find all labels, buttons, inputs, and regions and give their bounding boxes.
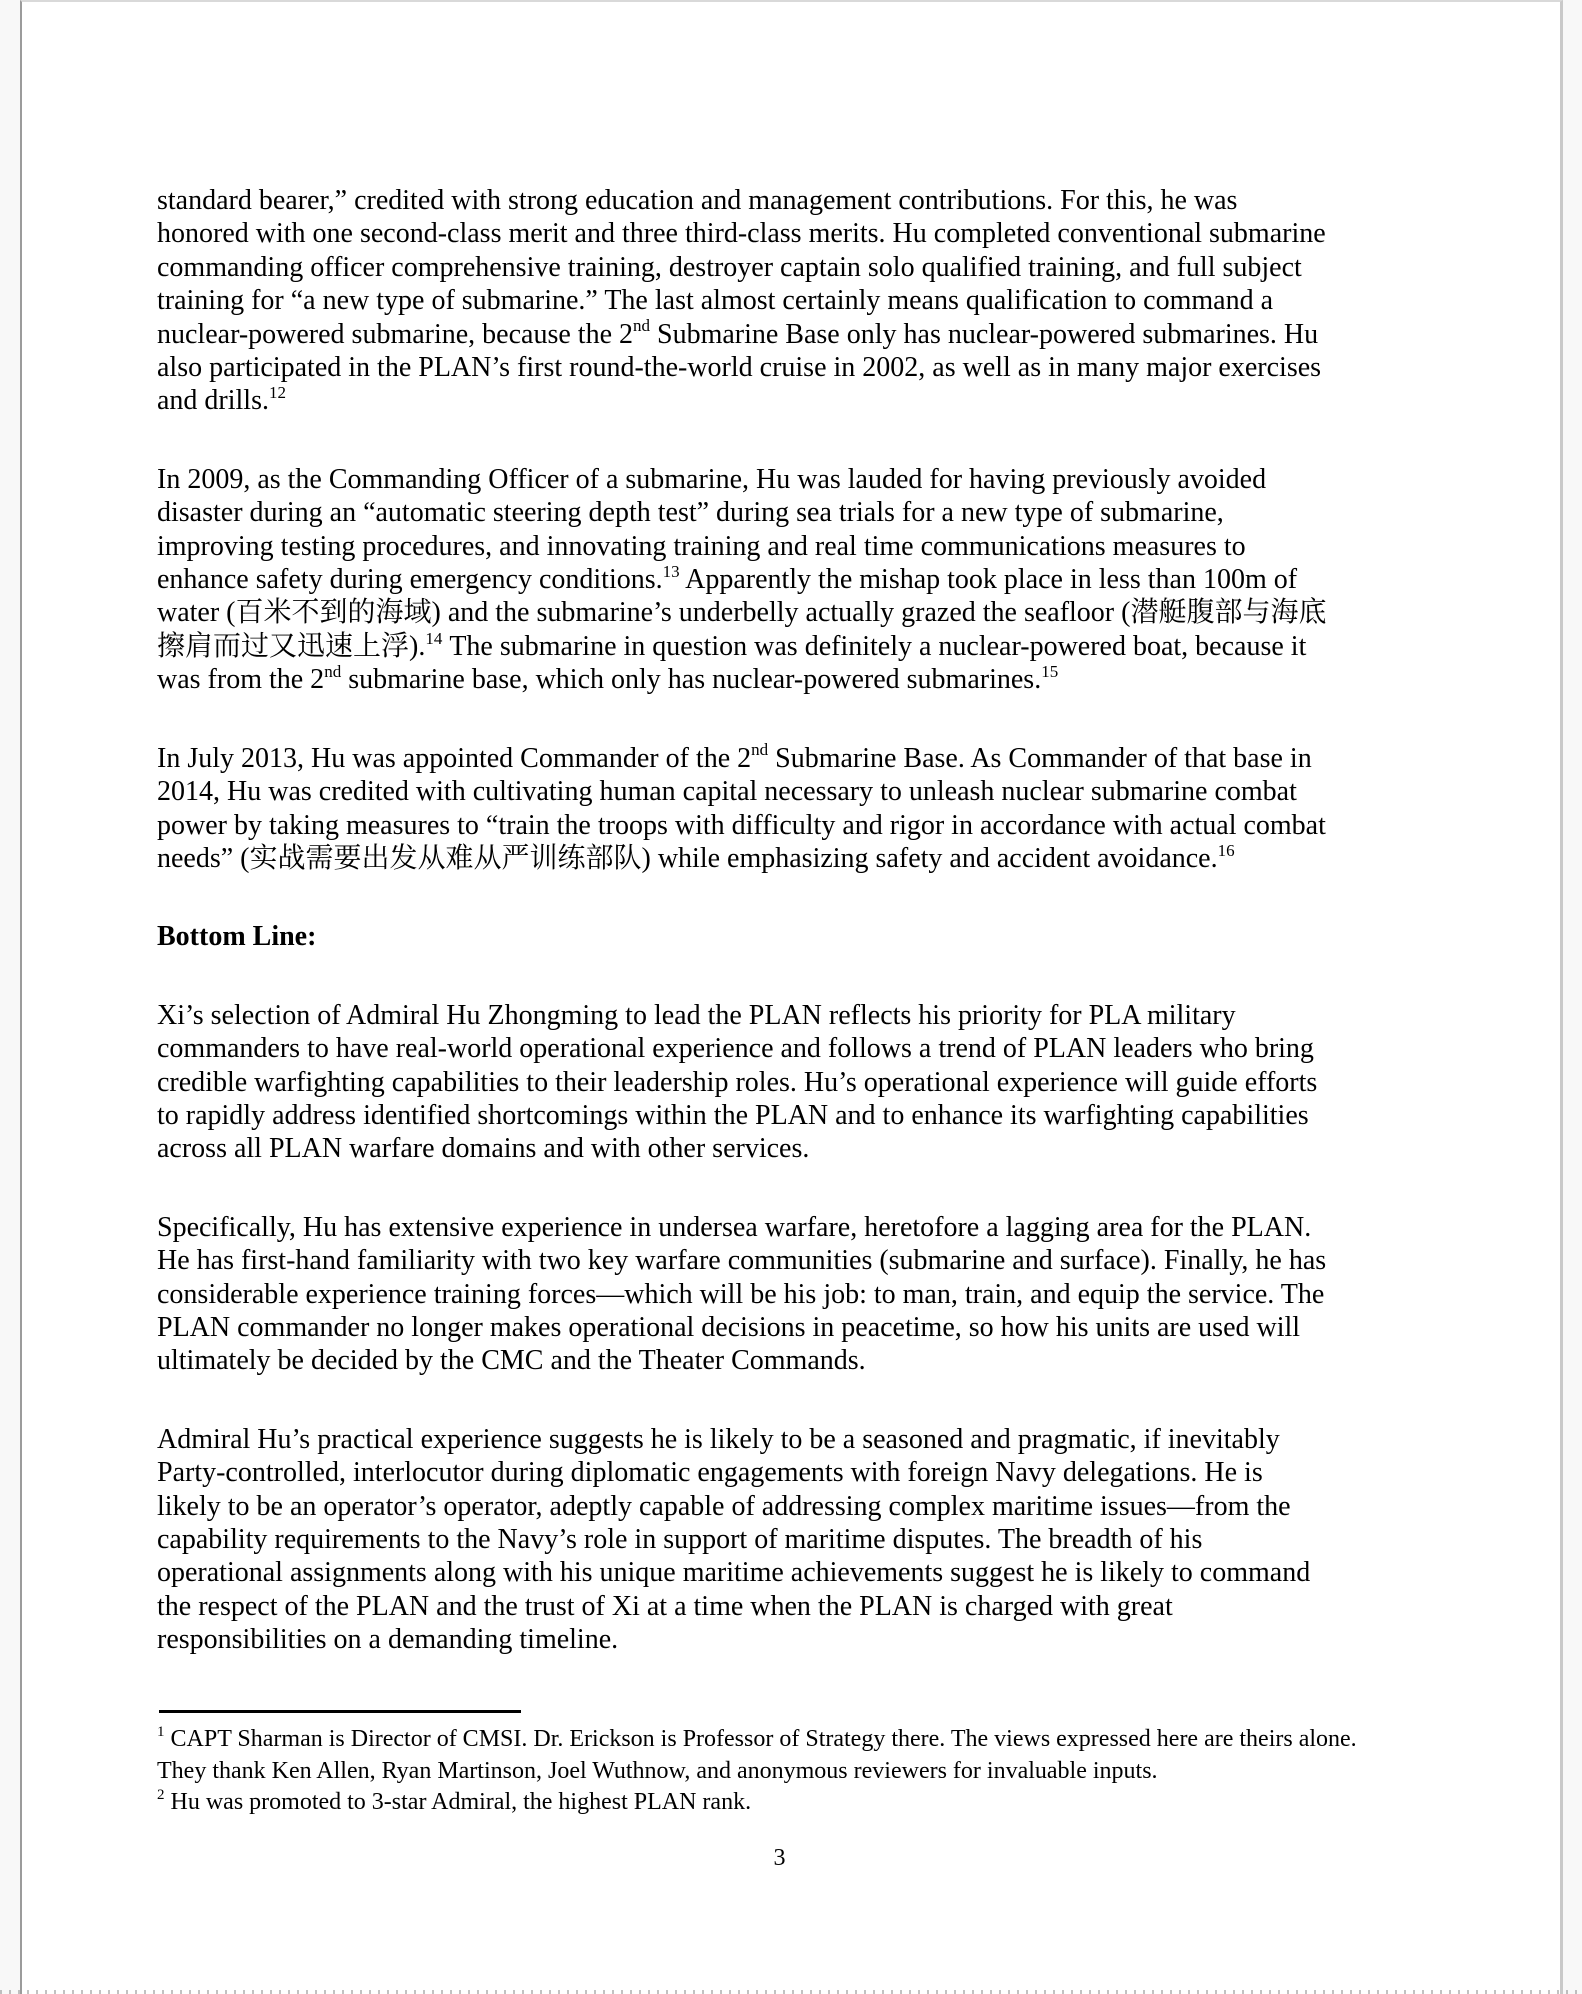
paragraph	[157, 1423, 1452, 1657]
paragraph	[157, 999, 1452, 1166]
text-run: Admiral Hu’s practical experience suggests he is likely to be a seasoned and pragmatic, if inevitably	[157, 1423, 1280, 1455]
text-run: the respect of the PLAN and the trust of Xi at a time when the PLAN is charged with great	[157, 1590, 1173, 1622]
text-line	[157, 630, 1452, 663]
paragraph	[157, 1211, 1452, 1378]
text-line	[157, 809, 1452, 842]
paragraph	[157, 742, 1452, 876]
text-run: training for “a new type of submarine.” The last almost certainly means qualification to command a	[157, 285, 1274, 317]
text-line	[157, 742, 1452, 775]
text-run: commanding officer comprehensive training, destroyer captain solo qualified training, and full subject	[157, 251, 1302, 283]
text-line	[157, 842, 1452, 875]
page-number: 3	[773, 1845, 786, 1871]
next-page-text-edge	[0, 1990, 1582, 1994]
text-run: standard bearer,” credited with strong education and management contributions. For this, he was	[157, 185, 1238, 216]
text-run: He has first-hand familiarity with two key warfare communities (submarine and surface). Finally, he has	[157, 1245, 1327, 1277]
footnote-ref: 15	[1041, 661, 1059, 681]
text-run: In July 2013, Hu was appointed Commander of the 2	[157, 742, 752, 774]
text-run: operational assignments along with his unique maritime achievements suggest he is likely to command	[157, 1557, 1311, 1589]
text-line	[157, 1132, 1452, 1165]
footnote-line: They thank Ken Allen, Ryan Martinson, Joel Wuthnow, and anonymous reviewers for invaluable inputs.	[157, 1757, 1158, 1784]
footnote-line: $^2$ Hu was promoted to 3-star Admiral, the highest PLAN rank.	[157, 1787, 752, 1816]
text-run: honored with one second-class merit and three third-class merits. Hu completed conventional submarine	[157, 218, 1326, 250]
text-line	[157, 1523, 1452, 1556]
text-line	[157, 251, 1452, 284]
footnote-ref: 12	[269, 383, 286, 403]
text-run: Xi’s selection of Admiral Hu Zhongming to lead the PLAN reflects his priority for PLA military	[157, 999, 1236, 1031]
text-line	[157, 920, 1452, 953]
text-line	[157, 496, 1452, 529]
text-run: also participated in the PLAN’s first round-the-world cruise in 2002, as well as in many major exercises	[157, 352, 1322, 384]
footnote-ref: 13	[662, 561, 680, 581]
section-heading	[157, 920, 1452, 953]
text-run: disaster during an “automatic steering depth test” during sea trials for a new type of submarine,	[157, 497, 1224, 529]
footnote-divider	[159, 1710, 521, 1713]
text-line	[157, 775, 1452, 808]
text-run: water (百米不到的海域) and the submarine’s underbelly actually grazed the seafloor (潜艇腹部与海底	[157, 597, 1327, 629]
footnote-line: $^1$ CAPT Sharman is Director of CMSI. Dr. Erickson is Professor of Strategy there. The views expressed here are theirs alone.	[157, 1724, 1357, 1752]
text-line	[157, 1423, 1452, 1456]
text-run: and drills.	[157, 385, 269, 417]
text-run: submarine base, which only has nuclear-powered submarines.	[341, 664, 1042, 696]
text-line	[157, 1032, 1452, 1065]
paragraph	[157, 463, 1452, 697]
text-run: considerable experience training forces—which will be his job: to man, train, and equip the service. The	[157, 1278, 1325, 1310]
text-run: Party-controlled, interlocutor during diplomatic engagements with foreign Navy delegations. He is	[157, 1457, 1263, 1489]
text-line	[157, 1311, 1452, 1344]
text-run: capability requirements to the Navy’s role in support of maritime disputes. The breadth of his	[157, 1524, 1203, 1555]
text-run: across all PLAN warfare domains and with other services.	[157, 1133, 810, 1165]
text-run: Apparently the mishap took place in less than 100m of	[679, 564, 1298, 596]
footnote-marker: 1	[157, 1724, 165, 1740]
text-run: Bottom Line:	[157, 921, 317, 953]
text-run: PLAN commander no longer makes operational decisions in peacetime, so how his units are used will	[157, 1311, 1301, 1343]
text-line	[157, 284, 1452, 317]
text-run: credible warfighting capabilities to their leadership roles. Hu’s operational experience will guide efforts	[157, 1066, 1318, 1098]
text-run: needs” (实战需要出发从难从严训练部队) while emphasizing safety and accident avoidance.	[157, 842, 1218, 874]
text-line	[157, 1244, 1452, 1277]
text-line	[157, 663, 1452, 696]
text-run: nuclear-powered submarine, because the 2	[157, 318, 633, 350]
text-run: enhance safety during emergency conditions.	[157, 564, 663, 596]
document-body	[157, 184, 1452, 1702]
text-line	[157, 1623, 1452, 1656]
footnote-ref: nd	[633, 316, 650, 336]
text-line	[157, 384, 1452, 417]
text-line	[157, 1490, 1452, 1523]
text-line	[157, 1344, 1452, 1377]
text-line	[157, 1066, 1452, 1099]
text-run: The submarine in question was definitely a nuclear-powered boat, because it	[442, 630, 1307, 662]
text-line	[157, 1590, 1452, 1623]
footnote-marker: 2	[157, 1787, 165, 1804]
text-line	[157, 463, 1452, 496]
document-page	[20, 0, 1563, 1994]
footnote-ref: 14	[425, 628, 443, 648]
text-run: Submarine Base only has nuclear-powered submarines. Hu	[650, 318, 1319, 350]
text-line	[157, 1211, 1452, 1244]
text-line	[157, 999, 1452, 1032]
text-run: responsibilities on a demanding timeline.	[157, 1624, 619, 1656]
text-run: improving testing procedures, and innovating training and real time communications measures to	[157, 530, 1246, 562]
text-line	[157, 351, 1452, 384]
text-run: likely to be an operator’s operator, adeptly capable of addressing complex maritime issues—from the	[157, 1490, 1291, 1522]
footnote-ref: nd	[324, 661, 342, 681]
text-run: to rapidly address identified shortcomings within the PLAN and to enhance its warfighting capabilities	[157, 1099, 1309, 1131]
paragraph	[157, 184, 1452, 418]
text-run: 2014, Hu was credited with cultivating human capital necessary to unleash nuclear submarine combat	[157, 776, 1297, 808]
text-line	[157, 1556, 1452, 1589]
footnote-ref: nd	[751, 740, 769, 760]
text-run: 擦肩而过又迅速上浮).	[157, 630, 426, 662]
text-line	[157, 318, 1452, 351]
footnote-ref: 16	[1217, 840, 1235, 860]
text-run: ultimately be decided by the CMC and the Theater Commands.	[157, 1345, 866, 1377]
text-run: commanders to have real-world operational experience and follows a trend of PLAN leaders who bring	[157, 1033, 1314, 1065]
text-run: Specifically, Hu has extensive experience in undersea warfare, heretofore a lagging area for the PLAN.	[157, 1211, 1312, 1243]
text-run: was from the 2	[157, 664, 325, 696]
text-line	[157, 596, 1452, 629]
footnotes-section	[157, 1724, 1452, 1819]
text-line	[157, 1099, 1452, 1132]
text-line	[157, 217, 1452, 250]
text-line	[157, 1456, 1452, 1489]
text-run: power by taking measures to “train the troops with difficulty and rigor in accordance with actual combat	[157, 809, 1326, 841]
text-run: In 2009, as the Commanding Officer of a submarine, Hu was lauded for having previously avoided	[157, 463, 1267, 495]
text-line	[157, 1278, 1452, 1311]
text-line	[157, 530, 1452, 563]
text-line	[157, 184, 1452, 217]
text-run: Submarine Base. As Commander of that base in	[768, 742, 1312, 774]
text-line	[157, 563, 1452, 596]
